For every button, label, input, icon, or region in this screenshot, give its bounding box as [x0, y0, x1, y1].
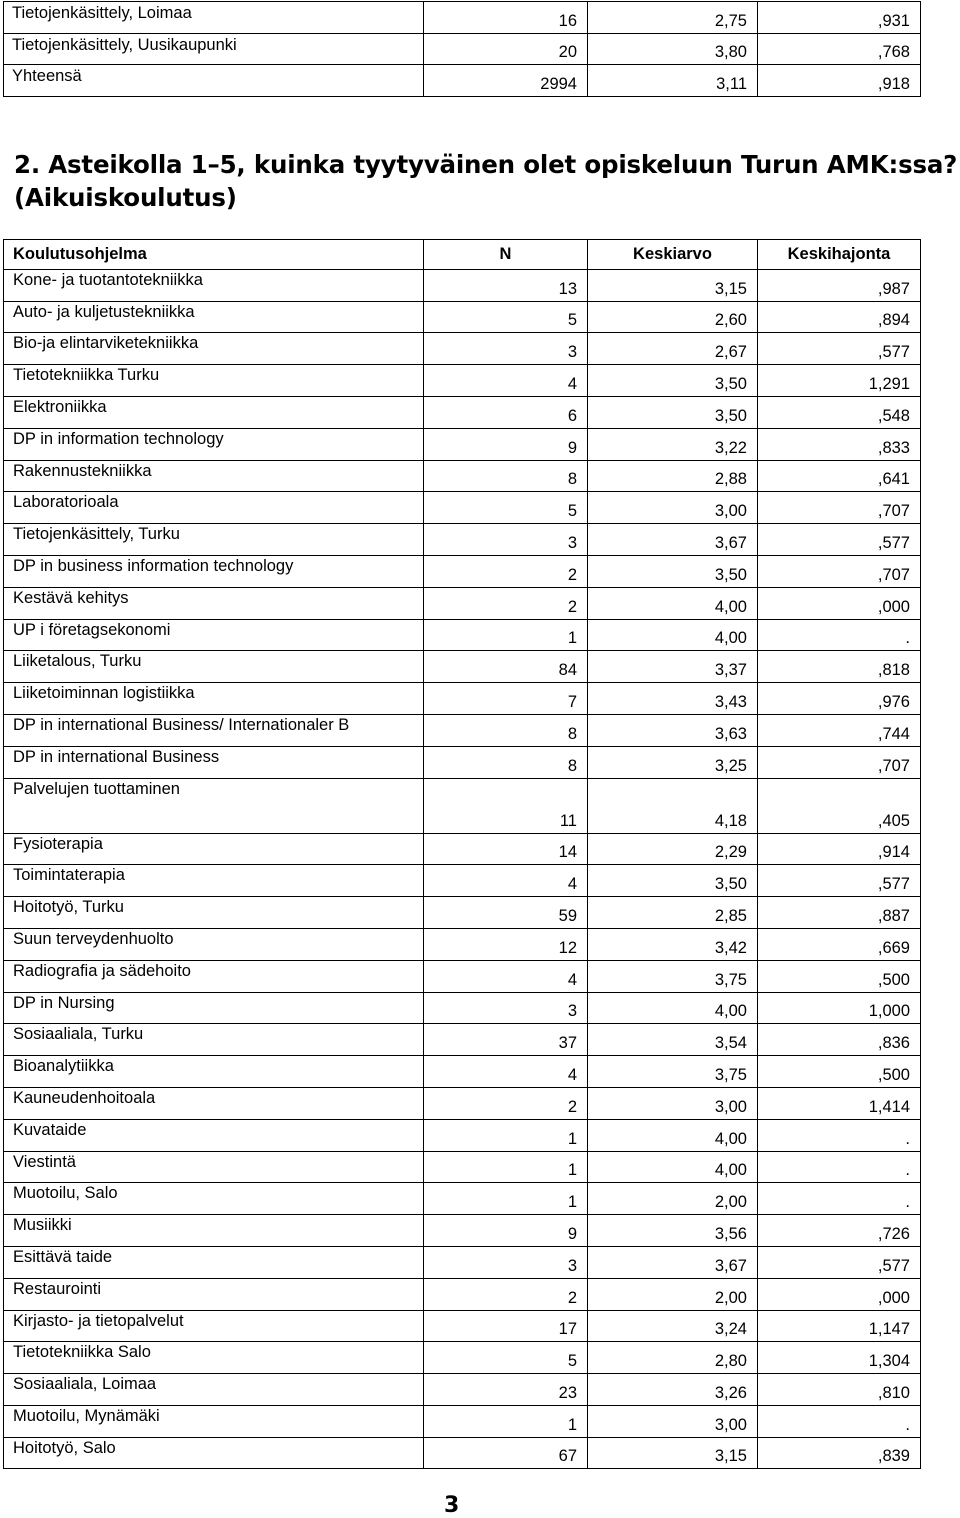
table-row [4, 65, 921, 97]
table-row [4, 492, 921, 524]
cell-program: Auto- ja kuljetustekniikka [4, 301, 424, 333]
cell-sd: ,000 [758, 1278, 921, 1310]
cell-mean: 3,24 [588, 1310, 758, 1342]
cell-mean: 3,37 [588, 651, 758, 683]
table-row [4, 619, 921, 651]
cell-n: 12 [424, 928, 588, 960]
cell-sd: ,548 [758, 396, 921, 428]
cell-mean: 4,00 [588, 1151, 758, 1183]
table-row [4, 992, 921, 1024]
cell-sd: ,500 [758, 1056, 921, 1088]
cell-n: 37 [424, 1024, 588, 1056]
cell-sd: ,641 [758, 460, 921, 492]
cell-sd: . [758, 1119, 921, 1151]
cell-n: 3 [424, 1246, 588, 1278]
cell-mean: 3,54 [588, 1024, 758, 1056]
table-row [4, 714, 921, 746]
cell-mean: 3,67 [588, 1246, 758, 1278]
cell-program: Radiografia ja sädehoito [4, 960, 424, 992]
cell-mean: 3,00 [588, 1087, 758, 1119]
cell-sd: . [758, 1151, 921, 1183]
cell-mean: 2,00 [588, 1183, 758, 1215]
table-row [4, 683, 921, 715]
cell-sd: ,976 [758, 683, 921, 715]
table-row [4, 778, 921, 833]
cell-n: 6 [424, 396, 588, 428]
cell-n: 2 [424, 587, 588, 619]
cell-mean: 4,00 [588, 619, 758, 651]
cell-mean: 4,18 [588, 778, 758, 833]
table-row [4, 1056, 921, 1088]
cell-n: 7 [424, 683, 588, 715]
cell-program: Toimintaterapia [4, 865, 424, 897]
cell-mean: 2,29 [588, 833, 758, 865]
cell-sd: 1,291 [758, 365, 921, 397]
cell-program: Fysioterapia [4, 833, 424, 865]
cell-n: 1 [424, 1183, 588, 1215]
cell-program: Bioanalytiikka [4, 1056, 424, 1088]
table-header-row [4, 240, 921, 270]
table-row [4, 365, 921, 397]
table-row [4, 1151, 921, 1183]
table-row [4, 1374, 921, 1406]
cell-program: DP in Nursing [4, 992, 424, 1024]
header-program: Koulutusohjelma [4, 240, 424, 270]
header-mean: Keskiarvo [588, 240, 758, 270]
table-row [4, 1024, 921, 1056]
cell-mean: 3,50 [588, 865, 758, 897]
cell-sd: 1,414 [758, 1087, 921, 1119]
cell-program: Elektroniikka [4, 396, 424, 428]
cell-n: 2994 [424, 65, 588, 97]
question-heading [14, 148, 957, 214]
cell-program: Kuvataide [4, 1119, 424, 1151]
cell-n: 13 [424, 269, 588, 301]
cell-n: 23 [424, 1374, 588, 1406]
cell-n: 2 [424, 1278, 588, 1310]
cell-n: 8 [424, 714, 588, 746]
cell-program: Kauneudenhoitoala [4, 1087, 424, 1119]
cell-sd: ,669 [758, 928, 921, 960]
cell-n: 59 [424, 897, 588, 929]
cell-sd: ,707 [758, 555, 921, 587]
cell-sd: ,931 [758, 2, 921, 34]
cell-program: UP i företagsekonomi [4, 619, 424, 651]
cell-sd: 1,000 [758, 992, 921, 1024]
cell-program: DP in international Business/ Internationaler B [4, 714, 424, 746]
cell-program: Palvelujen tuottaminen [4, 778, 424, 833]
cell-mean: 3,11 [588, 65, 758, 97]
table-row [4, 396, 921, 428]
cell-program: Muotoilu, Salo [4, 1183, 424, 1215]
cell-sd: ,500 [758, 960, 921, 992]
cell-program: Liiketoiminnan logistiikka [4, 683, 424, 715]
cell-program: Rakennustekniikka [4, 460, 424, 492]
cell-program: Esittävä taide [4, 1246, 424, 1278]
cell-n: 17 [424, 1310, 588, 1342]
cell-n: 3 [424, 333, 588, 365]
table-row [4, 333, 921, 365]
cell-mean: 3,15 [588, 269, 758, 301]
cell-program: Restaurointi [4, 1278, 424, 1310]
cell-sd: ,768 [758, 33, 921, 65]
cell-mean: 3,50 [588, 396, 758, 428]
table-row [4, 1119, 921, 1151]
cell-n: 2 [424, 555, 588, 587]
cell-n: 8 [424, 746, 588, 778]
cell-n: 3 [424, 992, 588, 1024]
cell-program: Kone- ja tuotantotekniikka [4, 269, 424, 301]
cell-n: 16 [424, 2, 588, 34]
cell-sd: ,836 [758, 1024, 921, 1056]
table-row [4, 269, 921, 301]
cell-sd: ,818 [758, 651, 921, 683]
cell-program: Viestintä [4, 1151, 424, 1183]
table-row [4, 428, 921, 460]
cell-program: Sosiaaliala, Loimaa [4, 1374, 424, 1406]
cell-sd: 1,304 [758, 1342, 921, 1374]
cell-mean: 2,67 [588, 333, 758, 365]
cell-n: 8 [424, 460, 588, 492]
cell-program: DP in information technology [4, 428, 424, 460]
cell-mean: 3,67 [588, 524, 758, 556]
cell-n: 1 [424, 1405, 588, 1437]
cell-sd: . [758, 619, 921, 651]
cell-sd: ,707 [758, 492, 921, 524]
table-row [4, 555, 921, 587]
table-row [4, 1342, 921, 1374]
cell-n: 4 [424, 865, 588, 897]
cell-program: Liiketalous, Turku [4, 651, 424, 683]
table-row [4, 928, 921, 960]
cell-mean: 3,25 [588, 746, 758, 778]
table-row [4, 651, 921, 683]
table-row [4, 833, 921, 865]
cell-n: 67 [424, 1437, 588, 1469]
table-row [4, 460, 921, 492]
table-row [4, 1405, 921, 1437]
cell-program: Tietotekniikka Salo [4, 1342, 424, 1374]
cell-n: 5 [424, 301, 588, 333]
cell-sd: ,405 [758, 778, 921, 833]
cell-n: 2 [424, 1087, 588, 1119]
cell-program: Kirjasto- ja tietopalvelut [4, 1310, 424, 1342]
cell-program: Kestävä kehitys [4, 587, 424, 619]
cell-program: Muotoilu, Mynämäki [4, 1405, 424, 1437]
cell-program: Bio-ja elintarviketekniikka [4, 333, 424, 365]
cell-mean: 2,80 [588, 1342, 758, 1374]
table-row [4, 1215, 921, 1247]
cell-sd: ,577 [758, 1246, 921, 1278]
cell-program: Hoitotyö, Turku [4, 897, 424, 929]
cell-mean: 3,75 [588, 1056, 758, 1088]
cell-program: Hoitotyö, Salo [4, 1437, 424, 1469]
cell-mean: 3,15 [588, 1437, 758, 1469]
cell-sd: ,810 [758, 1374, 921, 1406]
cell-n: 5 [424, 1342, 588, 1374]
cell-program: Suun terveydenhuolto [4, 928, 424, 960]
table-row [4, 1437, 921, 1469]
cell-sd: ,918 [758, 65, 921, 97]
cell-sd: ,577 [758, 865, 921, 897]
cell-mean: 4,00 [588, 992, 758, 1024]
question-title: 2. Asteikolla 1–5, kuinka tyytyväinen olet opiskeluun Turun AMK:ssa? [14, 150, 958, 179]
table-row [4, 1087, 921, 1119]
table-row [4, 1278, 921, 1310]
cell-program: Tietojenkäsittely, Turku [4, 524, 424, 556]
cell-n: 14 [424, 833, 588, 865]
cell-sd: ,833 [758, 428, 921, 460]
cell-sd: ,887 [758, 897, 921, 929]
cell-program: DP in international Business [4, 746, 424, 778]
cell-n: 4 [424, 960, 588, 992]
cell-sd: ,744 [758, 714, 921, 746]
cell-sd: ,707 [758, 746, 921, 778]
cell-mean: 3,63 [588, 714, 758, 746]
cell-sd: 1,147 [758, 1310, 921, 1342]
cell-program: Tietotekniikka Turku [4, 365, 424, 397]
cell-n: 4 [424, 1056, 588, 1088]
cell-mean: 3,00 [588, 492, 758, 524]
table-row [4, 2, 921, 34]
cell-mean: 2,60 [588, 301, 758, 333]
table-row [4, 587, 921, 619]
table-row [4, 865, 921, 897]
cell-program: Musiikki [4, 1215, 424, 1247]
cell-program: DP in business information technology [4, 555, 424, 587]
cell-mean: 4,00 [588, 587, 758, 619]
cell-mean: 3,00 [588, 1405, 758, 1437]
cell-program: Yhteensä [4, 65, 424, 97]
header-n: N [424, 240, 588, 270]
cell-n: 9 [424, 428, 588, 460]
cell-mean: 2,85 [588, 897, 758, 929]
table-row [4, 301, 921, 333]
table-row [4, 1246, 921, 1278]
cell-mean: 3,80 [588, 33, 758, 65]
cell-mean: 3,43 [588, 683, 758, 715]
table-row [4, 1183, 921, 1215]
table-row [4, 1310, 921, 1342]
cell-sd: ,894 [758, 301, 921, 333]
cell-sd: ,914 [758, 833, 921, 865]
cell-mean: 3,50 [588, 365, 758, 397]
table-row [4, 524, 921, 556]
cell-sd: . [758, 1405, 921, 1437]
cell-n: 4 [424, 365, 588, 397]
cell-n: 9 [424, 1215, 588, 1247]
cell-mean: 3,50 [588, 555, 758, 587]
cell-mean: 2,00 [588, 1278, 758, 1310]
cell-n: 1 [424, 1119, 588, 1151]
table-row [4, 897, 921, 929]
cell-sd: ,726 [758, 1215, 921, 1247]
cell-n: 11 [424, 778, 588, 833]
cell-n: 20 [424, 33, 588, 65]
cell-sd: . [758, 1183, 921, 1215]
cell-n: 5 [424, 492, 588, 524]
cell-sd: ,987 [758, 269, 921, 301]
cell-sd: ,000 [758, 587, 921, 619]
cell-mean: 3,75 [588, 960, 758, 992]
results-table [3, 239, 921, 1469]
cell-n: 1 [424, 1151, 588, 1183]
table-row [4, 746, 921, 778]
cell-n: 84 [424, 651, 588, 683]
cell-n: 3 [424, 524, 588, 556]
cell-program: Laboratorioala [4, 492, 424, 524]
cell-mean: 2,88 [588, 460, 758, 492]
cell-program: Sosiaaliala, Turku [4, 1024, 424, 1056]
table-row [4, 960, 921, 992]
table-row [4, 33, 921, 65]
cell-program: Tietojenkäsittely, Loimaa [4, 2, 424, 34]
cell-mean: 3,22 [588, 428, 758, 460]
cell-mean: 3,56 [588, 1215, 758, 1247]
cell-sd: ,577 [758, 333, 921, 365]
cell-mean: 2,75 [588, 2, 758, 34]
cell-mean: 3,26 [588, 1374, 758, 1406]
cell-mean: 3,42 [588, 928, 758, 960]
page-number: 3 [444, 1493, 460, 1518]
cell-program: Tietojenkäsittely, Uusikaupunki [4, 33, 424, 65]
cell-mean: 4,00 [588, 1119, 758, 1151]
question-subtitle: (Aikuiskoulutus) [14, 183, 237, 212]
cell-n: 1 [424, 619, 588, 651]
cell-sd: ,577 [758, 524, 921, 556]
cell-sd: ,839 [758, 1437, 921, 1469]
previous-results-table [3, 1, 921, 97]
header-sd: Keskihajonta [758, 240, 921, 270]
